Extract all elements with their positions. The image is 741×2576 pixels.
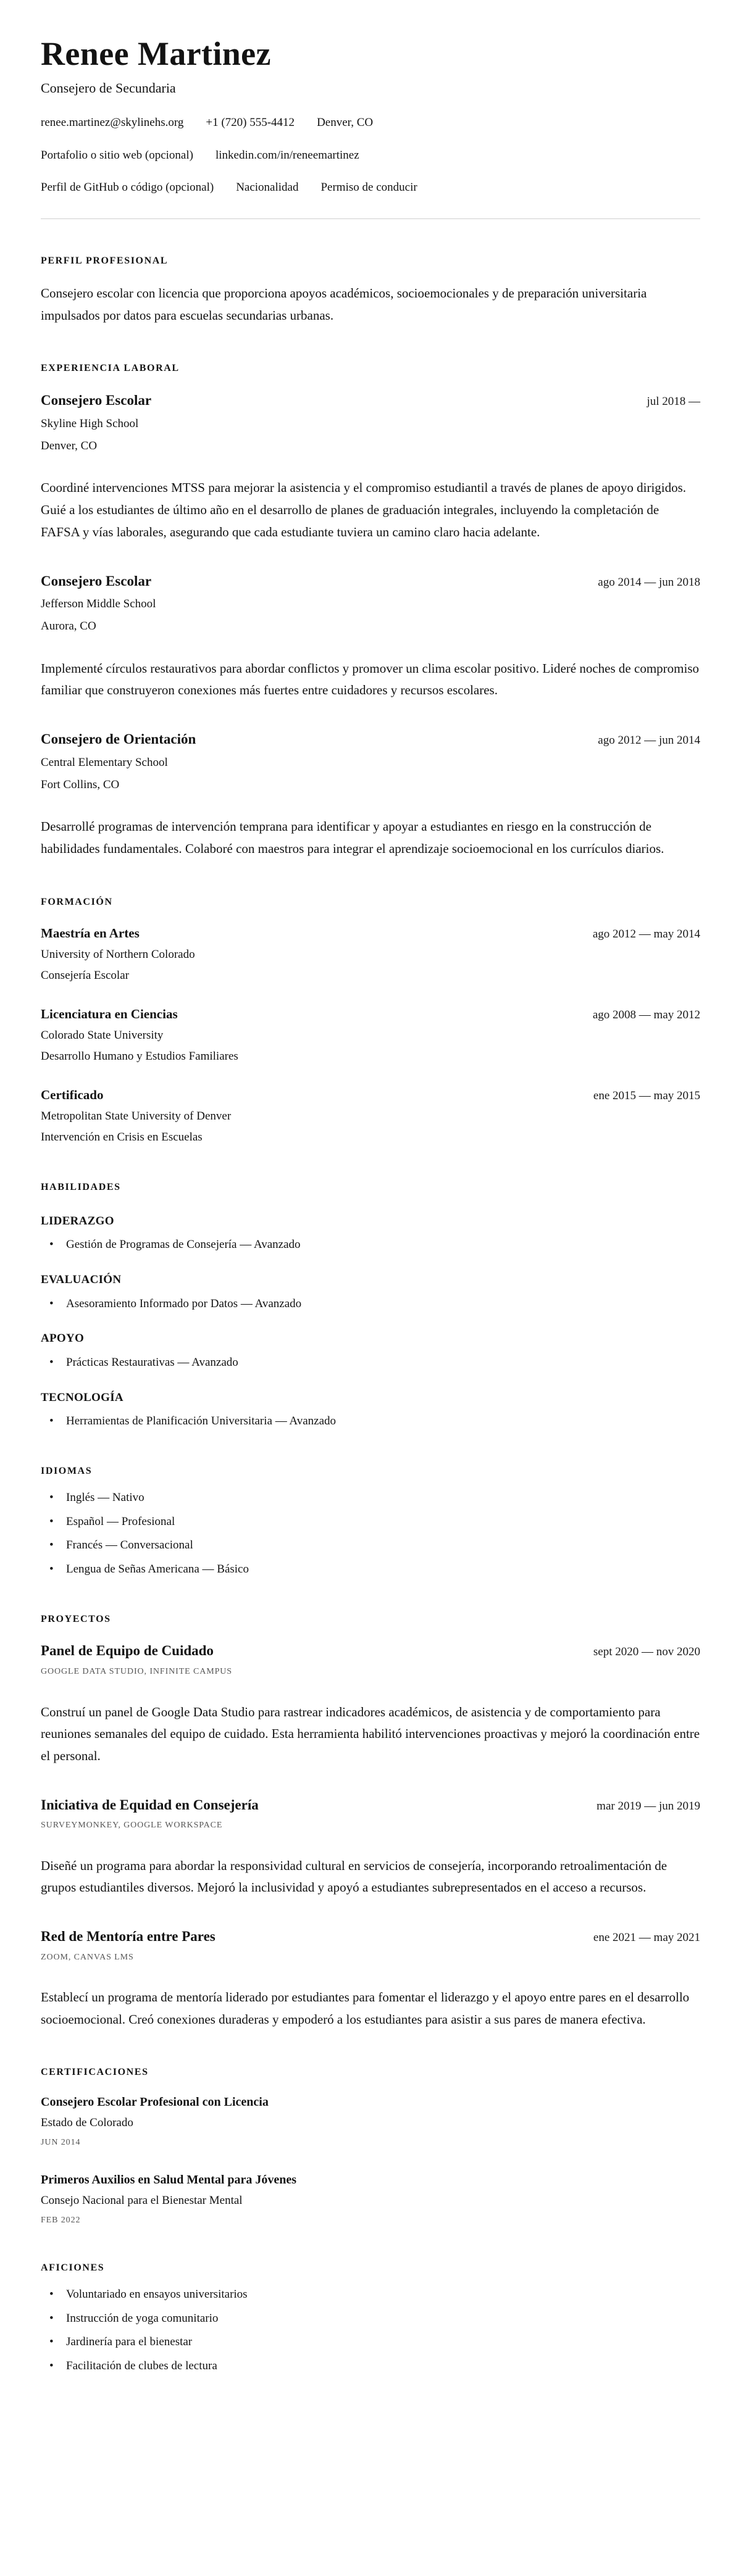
education-dates: ene 2015 — may 2015 [593, 1089, 700, 1102]
skill-list [41, 1297, 700, 1312]
skill-group [41, 1390, 700, 1429]
skill-list [41, 1237, 700, 1253]
hobby-item: • Facilitación de clubes de lectura [49, 2359, 700, 2374]
certification-entry [41, 2172, 700, 2226]
certification-issuer: Consejo Nacional para el Bienestar Mental [41, 2194, 243, 2208]
contact-row-2 [41, 148, 700, 163]
certification-title: Primeros Auxilios en Salud Mental para Jóvenes [41, 2173, 297, 2187]
degree-title: Certificado [41, 1087, 104, 1102]
job-entry [41, 572, 700, 702]
certification-entry [41, 2094, 700, 2148]
job-title: Consejero Escolar [41, 573, 152, 589]
job-dates: ago 2012 — jun 2014 [598, 734, 700, 747]
contact-phone: +1 (720) 555-4412 [206, 115, 295, 129]
contact-portfolio: Portafolio o sitio web (opcional) [41, 148, 193, 162]
project-entry-head [41, 1642, 700, 1660]
job-entry-head [41, 391, 700, 410]
profile-heading: PERFIL PROFESIONAL [41, 256, 169, 267]
contact-driving-permit: Permiso de conducir [320, 181, 417, 194]
section-hobbies [41, 2262, 700, 2374]
project-dates: sept 2020 — nov 2020 [593, 1645, 700, 1659]
job-company: Central Elementary School [41, 756, 168, 770]
hobby-item: • Jardinería para el bienestar [49, 2335, 700, 2350]
hobby-item: • Voluntariado en ensayos universitarios [49, 2287, 700, 2303]
hobby-item: • Instrucción de yoga comunitario [49, 2311, 700, 2327]
project-entry-head [41, 1927, 700, 1946]
certifications-heading: CERTIFICACIONES [41, 2067, 149, 2078]
skill-list [41, 1355, 700, 1371]
skills-heading: HABILIDADES [41, 1181, 121, 1192]
hobby-list [41, 2287, 700, 2374]
project-title: Red de Mentoría entre Pares [41, 1929, 216, 1945]
skill-item: • Prácticas Restaurativas — Avanzado [49, 1355, 700, 1371]
section-certifications [41, 2066, 700, 2226]
section-experience [41, 362, 700, 860]
language-item: • Francés — Conversacional [49, 1538, 700, 1553]
candidate-title: Consejero de Secundaria [41, 80, 176, 96]
certification-date: JUN 2014 [41, 2137, 81, 2147]
job-dates: ago 2014 — jun 2018 [598, 575, 700, 589]
section-profile [41, 255, 700, 326]
section-skills [41, 1181, 700, 1429]
header-divider [41, 218, 700, 219]
project-entry-head [41, 1796, 700, 1814]
degree-title: Maestría en Artes [41, 925, 140, 941]
project-entry [41, 1796, 700, 1899]
education-entry [41, 1006, 700, 1065]
certification-date: FEB 2022 [41, 2215, 81, 2225]
education-school: Colorado State University [41, 1029, 164, 1042]
project-description: Diseñé un programa para abordar la responsividad cultural en servicios de consejería, incorporando retroalimentación de grupos estudiantiles diversos. Mejoró la inclusividad y apoyó a estudiantes subrepresentados en el acceso a recursos. [41, 1858, 668, 1895]
education-entry [41, 1087, 700, 1145]
project-title: Panel de Equipo de Cuidado [41, 1643, 214, 1659]
contact-row-1 [41, 115, 700, 130]
skill-group [41, 1331, 700, 1370]
job-description: Desarrollé programas de intervención temprana para identificar y apoyar a estudiantes en riesgo en la construcción de habilidades fundamentales. Colaboré con maestros para integrar el aprendizaje socioemocional en los currículos diarios. [41, 819, 664, 857]
certification-title: Consejero Escolar Profesional con Licencia [41, 2095, 269, 2109]
skill-group [41, 1273, 700, 1311]
education-school: Metropolitan State University of Denver [41, 1110, 232, 1123]
job-location: Denver, CO [41, 439, 98, 452]
education-heading: FORMACIÓN [41, 896, 113, 907]
skill-category: TECNOLOGÍA [41, 1390, 124, 1404]
job-title: Consejero de Orientación [41, 731, 196, 747]
languages-heading: IDIOMAS [41, 1466, 93, 1477]
job-entry-head [41, 730, 700, 749]
skill-list [41, 1414, 700, 1429]
skill-category: APOYO [41, 1332, 85, 1345]
job-entry [41, 391, 700, 543]
candidate-name: Renee Martinez [41, 35, 271, 72]
skill-item: • Gestión de Programas de Consejería — Avanzado [49, 1237, 700, 1253]
language-item: • Español — Profesional [49, 1514, 700, 1530]
resume-header [41, 36, 700, 195]
contact-linkedin: linkedin.com/in/reneemartinez [215, 148, 359, 162]
job-description: Coordiné intervenciones MTSS para mejorar la asistencia y el compromiso estudiantil a través de planes de apoyo dirigidos. Guié a los estudiantes de último año en el desarrollo de planes de graduación integrales, incluyendo la completación de FAFSA y vías laborales, asegurando que cada estudiante tuviera un camino claro hacia adelante. [41, 480, 687, 539]
project-dates: mar 2019 — jun 2019 [597, 1799, 700, 1813]
project-description: Construí un panel de Google Data Studio para rastrear indicadores académicos, de asistencia y de comportamiento para reuniones semanales del equipo de cuidado. Esta herramienta habilitó intervenciones proactivas y mejoró la coordinación entre el personal. [41, 1704, 700, 1763]
education-entry-head [41, 1006, 700, 1023]
job-entry-head [41, 572, 700, 591]
section-languages [41, 1465, 700, 1577]
job-location: Aurora, CO [41, 620, 96, 633]
education-entry [41, 925, 700, 984]
language-item: • Inglés — Nativo [49, 1490, 700, 1506]
section-education [41, 896, 700, 1145]
project-dates: ene 2021 — may 2021 [593, 1931, 700, 1945]
contact-github: Perfil de GitHub o código (opcional) [41, 181, 214, 194]
job-dates: jul 2018 — [647, 395, 700, 409]
hobbies-heading: AFICIONES [41, 2262, 105, 2274]
job-company: Skyline High School [41, 417, 139, 431]
project-description: Establecí un programa de mentoría liderado por estudiantes para fomentar el liderazgo y el apoyo entre pares en el desarrollo socioemocional. Creó conexiones duraderas y empoderó a los estudiantes para asistir a sus pares de manera efectiva. [41, 1990, 690, 2027]
project-tools: GOOGLE DATA STUDIO, INFINITE CAMPUS [41, 1667, 232, 1677]
skill-group [41, 1214, 700, 1253]
job-entry [41, 730, 700, 860]
education-field: Consejería Escolar [41, 968, 129, 982]
education-school: University of Northern Colorado [41, 948, 195, 962]
project-tools: SURVEYMONKEY, GOOGLE WORKSPACE [41, 1821, 223, 1830]
contact-email: renee.martinez@skylinehs.org [41, 115, 184, 129]
project-tools: ZOOM, CANVAS LMS [41, 1952, 134, 1962]
contact-row-3 [41, 180, 700, 195]
skill-item: • Asesoramiento Informado por Datos — Avanzado [49, 1297, 700, 1312]
contact-nationality: Nacionalidad [236, 181, 299, 194]
job-location: Fort Collins, CO [41, 778, 120, 791]
degree-title: Licenciatura en Ciencias [41, 1006, 178, 1021]
education-field: Intervención en Crisis en Escuelas [41, 1131, 203, 1144]
job-description: Implementé círculos restaurativos para abordar conflictos y promover un clima escolar positivo. Lideré noches de compromiso familiar que construyeron conexiones más fuertes entre cuidadores y recursos escolares. [41, 660, 699, 698]
education-field: Desarrollo Humano y Estudios Familiares [41, 1050, 238, 1063]
education-entry-head [41, 925, 700, 942]
job-title: Consejero Escolar [41, 393, 152, 409]
language-item: • Lengua de Señas Americana — Básico [49, 1562, 700, 1577]
experience-heading: EXPERIENCIA LABORAL [41, 363, 180, 374]
education-dates: ago 2012 — may 2014 [592, 927, 700, 941]
education-dates: ago 2008 — may 2012 [592, 1008, 700, 1021]
skill-category: LIDERAZGO [41, 1214, 114, 1228]
project-entry [41, 1927, 700, 2030]
profile-text: Consejero escolar con licencia que proporciona apoyos académicos, socioemocionales y de preparación universitaria impulsados por datos para escuelas secundarias urbanas. [41, 286, 647, 323]
contact-location: Denver, CO [317, 115, 374, 129]
projects-heading: PROYECTOS [41, 1613, 111, 1624]
project-title: Iniciativa de Equidad en Consejería [41, 1797, 259, 1813]
education-entry-head [41, 1087, 700, 1104]
job-company: Jefferson Middle School [41, 597, 156, 611]
language-list [41, 1490, 700, 1577]
project-entry [41, 1642, 700, 1767]
skill-category: EVALUACIÓN [41, 1273, 122, 1286]
skill-item: • Herramientas de Planificación Universitaria — Avanzado [49, 1414, 700, 1429]
section-projects [41, 1613, 700, 2031]
certification-issuer: Estado de Colorado [41, 2116, 133, 2130]
